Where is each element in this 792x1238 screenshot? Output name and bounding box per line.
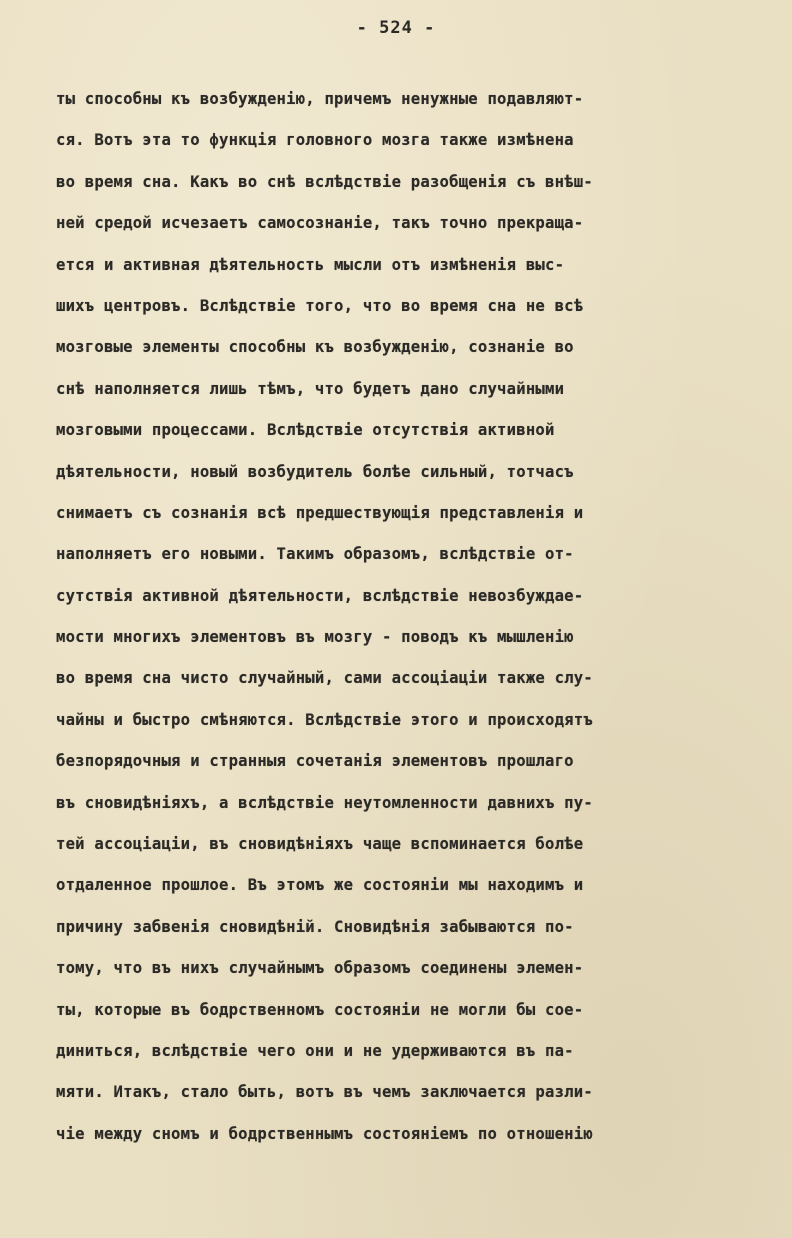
text-line: мозговыми процессами. Вслѣдствіе отсутствія активной (56, 421, 555, 440)
text-line: снимаетъ съ сознанія всѣ предшествующія представленія и (56, 503, 584, 522)
text-line: въ сновидѣніяхъ, а вслѣдствіе неутомленности давнихъ пу- (56, 793, 593, 812)
text-line: мости многихъ элементовъ въ мозгу - поводъ къ мышленію (56, 628, 574, 647)
text-line: причину забвенія сновидѣній. Сновидѣнія забываются по- (56, 917, 574, 936)
body-text (56, 85, 766, 1161)
text-line: тей ассоціаціи, въ сновидѣніяхъ чаще вспоминается болѣе (56, 835, 584, 854)
text-line: мяти. Итакъ, стало быть, вотъ въ чемъ заключается разли- (56, 1083, 593, 1102)
text-line: ты способны къ возбужденію, причемъ ненужные подавляют- (56, 90, 584, 108)
text-line: ется и активная дѣятельность мысли отъ измѣненія выс- (56, 255, 565, 274)
text-line: во время сна. Какъ во снѣ вслѣдствіе разобщенія съ внѣш- (56, 172, 593, 191)
text-line: шихъ центровъ. Вслѣдствіе того, что во время сна не всѣ (56, 296, 584, 315)
text-line: сутствія активной дѣятельности, вслѣдствіе невозбуждае- (56, 586, 584, 605)
page-number: - 524 - (356, 18, 436, 38)
text-line: чайны и быстро смѣняются. Вслѣдствіе этого и происходятъ (56, 710, 593, 729)
text-line: ней средой исчезаетъ самосознаніе, такъ точно прекраща- (56, 214, 584, 233)
text-line: безпорядочныя и странныя сочетанія элементовъ прошлаго (56, 752, 574, 771)
text-line: снѣ наполняется лишь тѣмъ, что будетъ дано случайными (56, 379, 565, 398)
text-line: наполняетъ его новыми. Такимъ образомъ, вслѣдствіе от- (56, 545, 574, 564)
text-line: тому, что въ нихъ случайнымъ образомъ соединены элемен- (56, 959, 584, 978)
text-line: чіе между сномъ и бодрственнымъ состояніемъ по отношенію (56, 1124, 593, 1143)
text-line: отдаленное прошлое. Въ этомъ же состояніи мы находимъ и (56, 876, 584, 895)
text-line: ся. Вотъ эта то функція головного мозга также измѣнена (56, 131, 574, 150)
text-line: во время сна чисто случайный, сами ассоціаціи также слу- (56, 669, 593, 688)
text-line: дѣятельности, новый возбудитель болѣе сильный, тотчасъ (56, 462, 574, 481)
text-line: диниться, вслѣдствіе чего они и не удерживаются въ па- (56, 1041, 574, 1060)
text-line: ты, которые въ бодрственномъ состояніи не могли бы сое- (56, 1000, 584, 1019)
text-line: мозговые элементы способны къ возбужденію, сознаніе во (56, 338, 574, 357)
